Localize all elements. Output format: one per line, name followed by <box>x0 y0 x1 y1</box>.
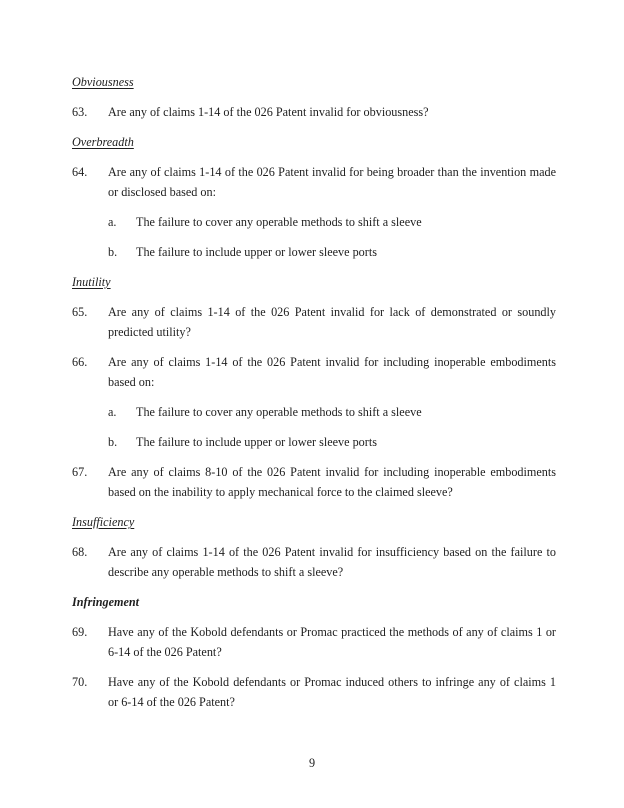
text-line: 6-14 of the 026 Patent? <box>108 645 222 659</box>
subitem-letter: b. <box>108 245 118 259</box>
question-item <box>72 162 556 202</box>
text-line: The failure to include upper or lower sleeve ports <box>136 245 377 259</box>
text-line: or disclosed based on: <box>108 185 216 199</box>
item-text <box>108 672 556 712</box>
item-number: 68. <box>72 545 88 559</box>
sub-item <box>72 242 556 262</box>
text-line: Are any of claims 1-14 of the 026 Patent invalid for including inoperable embodiments <box>108 355 556 369</box>
section-heading-text: Overbreadth <box>72 135 134 149</box>
text-line: based on the inability to apply mechanical force to the claimed sleeve? <box>108 485 453 499</box>
text-line: or 6-14 of the 026 Patent? <box>108 695 235 709</box>
question-item <box>72 352 556 392</box>
section-heading-text: Insufficiency <box>72 515 135 529</box>
item-text <box>108 622 556 662</box>
item-number: 65. <box>72 305 88 319</box>
section-heading <box>72 512 556 532</box>
question-item <box>72 302 556 342</box>
item-number: 67. <box>72 465 88 479</box>
item-text <box>108 542 556 582</box>
item-text <box>136 402 556 422</box>
document-body <box>72 72 556 722</box>
sub-item <box>72 432 556 452</box>
section-heading <box>72 592 556 612</box>
item-number: 63. <box>72 105 88 119</box>
item-number: 64. <box>72 165 88 179</box>
text-line: The failure to cover any operable methods to shift a sleeve <box>136 405 422 419</box>
item-text <box>108 162 556 202</box>
text-line: describe any operable methods to shift a sleeve? <box>108 565 344 579</box>
text-line: based on: <box>108 375 155 389</box>
item-number: 70. <box>72 675 88 689</box>
section-heading <box>72 72 556 92</box>
subitem-letter: a. <box>108 215 117 229</box>
item-number: 66. <box>72 355 88 369</box>
sub-item <box>72 402 556 422</box>
section-heading-text: Obviousness <box>72 75 134 89</box>
item-text <box>108 102 556 122</box>
text-line: Are any of claims 1-14 of the 026 Patent invalid for insufficiency based on the failure to <box>108 545 556 559</box>
section-heading <box>72 132 556 152</box>
text-line: Are any of claims 8-10 of the 026 Patent invalid for including inoperable embodiments <box>108 465 556 479</box>
text-line: The failure to cover any operable methods to shift a sleeve <box>136 215 422 229</box>
item-text <box>136 212 556 232</box>
item-text <box>108 302 556 342</box>
item-text <box>136 432 556 452</box>
text-line: Are any of claims 1-14 of the 026 Patent invalid for being broader than the invention made <box>108 165 556 179</box>
question-item <box>72 672 556 712</box>
question-item <box>72 462 556 502</box>
text-line: Have any of the Kobold defendants or Promac practiced the methods of any of claims 1 or <box>108 625 556 639</box>
subitem-letter: b. <box>108 435 118 449</box>
item-text <box>108 462 556 502</box>
text-line: The failure to include upper or lower sleeve ports <box>136 435 377 449</box>
sub-item <box>72 212 556 232</box>
item-number: 69. <box>72 625 88 639</box>
question-item <box>72 542 556 582</box>
item-text <box>136 242 556 262</box>
page-number: 9 <box>308 756 316 770</box>
section-heading-text: Inutility <box>72 275 111 289</box>
question-item <box>72 622 556 662</box>
text-line: Have any of the Kobold defendants or Promac induced others to infringe any of claims 1 <box>108 675 556 689</box>
subitem-letter: a. <box>108 405 117 419</box>
text-line: Are any of claims 1-14 of the 026 Patent invalid for lack of demonstrated or soundly <box>108 305 556 319</box>
text-line: Are any of claims 1-14 of the 026 Patent invalid for obviousness? <box>108 105 429 119</box>
section-heading <box>72 272 556 292</box>
item-text <box>108 352 556 392</box>
section-heading-text: Infringement <box>72 595 140 609</box>
text-line: predicted utility? <box>108 325 191 339</box>
question-item <box>72 102 556 122</box>
